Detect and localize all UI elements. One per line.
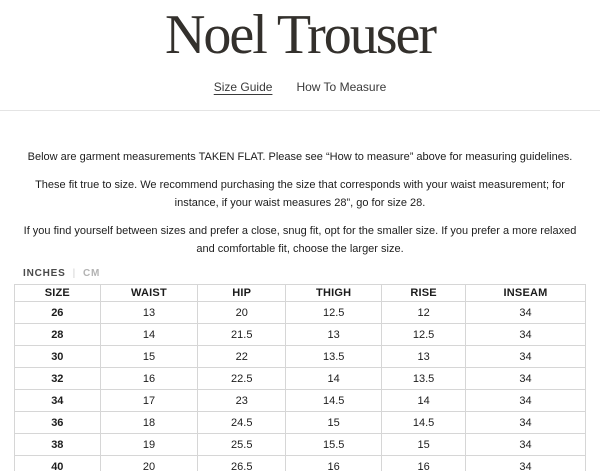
cell-size: 36 [15, 412, 101, 434]
cell-waist: 13 [100, 302, 198, 324]
cell-rise: 16 [382, 456, 466, 471]
cell-inseam: 34 [466, 434, 586, 456]
cell-size: 38 [15, 434, 101, 456]
cell-inseam: 34 [466, 390, 586, 412]
cell-thigh: 13.5 [286, 346, 382, 368]
cell-size: 26 [15, 302, 101, 324]
cell-thigh: 13 [286, 324, 382, 346]
table-row [15, 434, 586, 456]
header-divider [0, 110, 600, 111]
cell-rise: 14 [382, 390, 466, 412]
cell-hip: 22.5 [198, 368, 286, 390]
col-header-rise: RISE [382, 285, 466, 302]
cell-inseam: 34 [466, 302, 586, 324]
cell-hip: 26.5 [198, 456, 286, 471]
cell-size: 30 [15, 346, 101, 368]
tab-size-guide[interactable]: Size Guide [213, 80, 273, 94]
cell-waist: 16 [100, 368, 198, 390]
table-row [15, 456, 586, 471]
cell-inseam: 34 [466, 412, 586, 434]
col-header-waist: WAIST [100, 285, 198, 302]
cell-inseam: 34 [466, 346, 586, 368]
table-header-row [15, 285, 586, 302]
intro-paragraph-3: If you find yourself between sizes and prefer a close, snug fit, opt for the smaller size. If you prefer a more relaxed and comfortable fit, choose the larger size. [23, 225, 577, 255]
cell-rise: 14.5 [382, 412, 466, 434]
cell-inseam: 34 [466, 368, 586, 390]
unit-option-cm[interactable]: CM [83, 268, 101, 279]
cell-hip: 25.5 [198, 434, 286, 456]
cell-rise: 12 [382, 302, 466, 324]
cell-size: 28 [15, 324, 101, 346]
intro-text [15, 148, 585, 258]
cell-rise: 13 [382, 346, 466, 368]
table-row [15, 324, 586, 346]
cell-rise: 15 [382, 434, 466, 456]
table-row [15, 302, 586, 324]
table-row [15, 390, 586, 412]
intro-paragraph-2: These fit true to size. We recommend purchasing the size that corresponds with your waist measurement; for instance, if your waist measures 28”, go for size 28. [35, 179, 565, 209]
col-header-thigh: THIGH [286, 285, 382, 302]
unit-separator: | [72, 268, 76, 279]
cell-thigh: 15.5 [286, 434, 382, 456]
cell-thigh: 16 [286, 456, 382, 471]
col-header-inseam: INSEAM [466, 285, 586, 302]
cell-inseam: 34 [466, 456, 586, 471]
cell-hip: 24.5 [198, 412, 286, 434]
cell-hip: 21.5 [198, 324, 286, 346]
cell-thigh: 12.5 [286, 302, 382, 324]
cell-thigh: 14 [286, 368, 382, 390]
cell-inseam: 34 [466, 324, 586, 346]
unit-option-inches[interactable]: INCHES [23, 268, 66, 279]
header [0, 2, 600, 111]
tab-bar [0, 80, 600, 95]
cell-rise: 13.5 [382, 368, 466, 390]
cell-thigh: 14.5 [286, 390, 382, 412]
table-row [15, 368, 586, 390]
page-title: Noel Trouser [164, 4, 436, 66]
cell-size: 40 [15, 456, 101, 471]
cell-waist: 14 [100, 324, 198, 346]
cell-waist: 20 [100, 456, 198, 471]
table-row [15, 412, 586, 434]
cell-hip: 20 [198, 302, 286, 324]
cell-waist: 15 [100, 346, 198, 368]
col-header-size: SIZE [15, 285, 101, 302]
cell-thigh: 15 [286, 412, 382, 434]
table-row [15, 346, 586, 368]
unit-toggle [23, 268, 600, 279]
cell-waist: 18 [100, 412, 198, 434]
cell-hip: 22 [198, 346, 286, 368]
tab-how-to-measure[interactable]: How To Measure [296, 80, 387, 94]
intro-paragraph-1: Below are garment measurements TAKEN FLAT. Please see “How to measure” above for measuring guidelines. [27, 151, 573, 163]
size-table [14, 284, 586, 471]
size-guide-page [0, 2, 600, 471]
col-header-hip: HIP [198, 285, 286, 302]
cell-size: 32 [15, 368, 101, 390]
cell-waist: 19 [100, 434, 198, 456]
cell-hip: 23 [198, 390, 286, 412]
cell-size: 34 [15, 390, 101, 412]
cell-rise: 12.5 [382, 324, 466, 346]
cell-waist: 17 [100, 390, 198, 412]
